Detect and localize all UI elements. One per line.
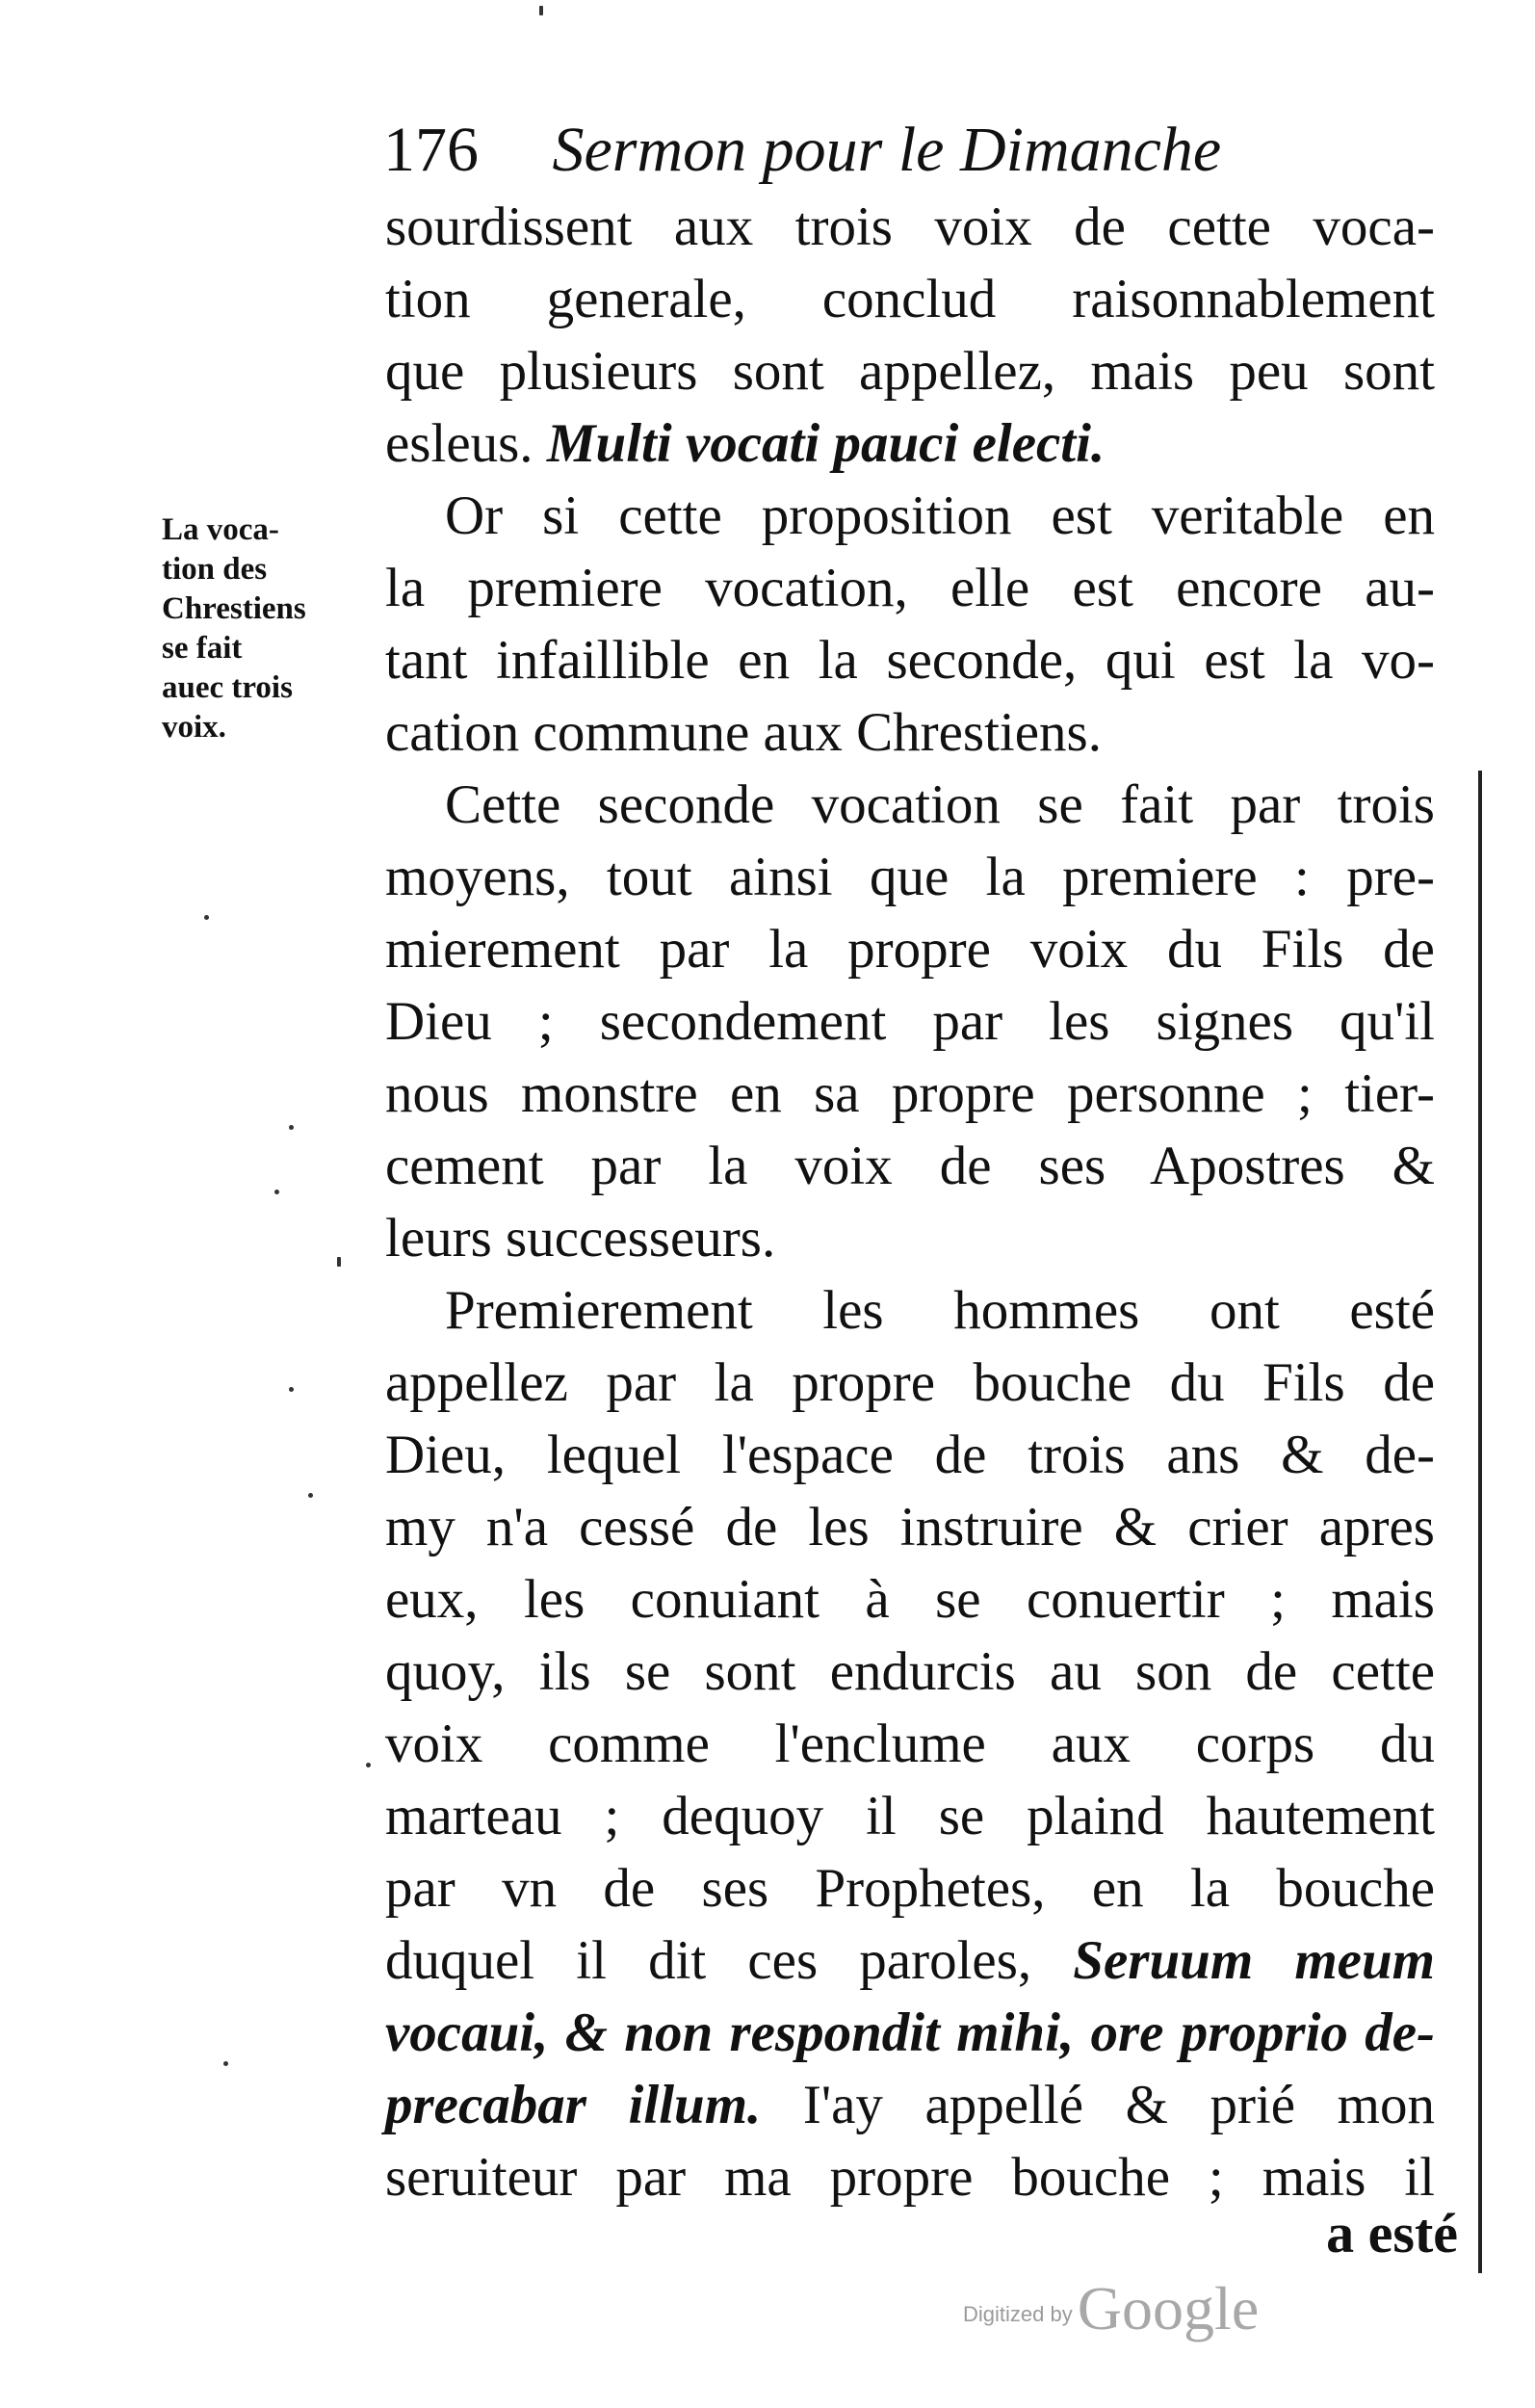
line-text: voix comme l'enclume aux corps du — [385, 1714, 1435, 1774]
line-text: la premiere vocation, elle est encore au- — [385, 558, 1435, 618]
ink-speck — [289, 1387, 294, 1392]
line-text: Dieu ; secondement par les signes qu'il — [385, 991, 1435, 1052]
line-text: esleus. — [385, 413, 547, 474]
marginal-note-line: tion des — [162, 552, 268, 587]
line-text: cation commune aux Chrestiens. — [385, 702, 1102, 763]
line-text: mierement par la propre voix du Fils de — [385, 919, 1435, 980]
text-line — [385, 335, 1435, 407]
line-text: cement par la voix de ses Apostres & — [385, 1136, 1435, 1196]
text-line — [385, 191, 1435, 263]
marginal-note-line: La voca- — [162, 512, 279, 547]
ink-speck — [337, 1257, 341, 1267]
page-number: 176 — [383, 115, 479, 185]
text-line — [385, 1780, 1435, 1852]
line-text: Dieu, lequel l'espace de trois ans & de- — [385, 1425, 1435, 1485]
ink-speck — [539, 6, 543, 15]
latin-quote: Multi vocati pauci electi. — [546, 413, 1106, 474]
line-text: marteau ; dequoy il se plaind hautement — [385, 1786, 1435, 1846]
text-line — [385, 1636, 1435, 1708]
text-line — [385, 1058, 1435, 1130]
ink-speck — [366, 1763, 371, 1767]
marginal-note — [162, 510, 374, 747]
text-line — [385, 2141, 1435, 2213]
ink-speck — [289, 1125, 294, 1130]
line-text: tant infaillible en la seconde, qui est la vo- — [385, 630, 1435, 691]
latin-quote: Seruum meum — [1073, 1930, 1435, 1991]
line-text: leurs successeurs. — [385, 1208, 776, 1269]
text-line — [385, 1202, 1435, 1274]
digitized-watermark — [963, 2273, 1259, 2344]
text-line — [385, 1997, 1435, 2069]
text-line — [385, 1274, 1435, 1347]
line-text: I'ay appellé & prié mon — [761, 2075, 1435, 2135]
text-line — [385, 1708, 1435, 1780]
line-text: quoy, ils se sont endurcis au son de cette — [385, 1641, 1435, 1702]
line-text: my n'a cessé de les instruire & crier apres — [385, 1497, 1435, 1557]
text-line — [385, 263, 1435, 335]
marginal-note-line: se fait — [162, 631, 243, 666]
text-line — [385, 769, 1435, 841]
marginal-note-line: voix. — [162, 710, 226, 745]
line-text: tion generale, conclud raisonnablement — [385, 269, 1435, 329]
text-line — [385, 1852, 1435, 1924]
line-text: duquel il dit ces paroles, — [385, 1930, 1074, 1991]
line-text: par vn de ses Prophetes, en la bouche — [385, 1858, 1435, 1919]
body-text — [385, 191, 1435, 2213]
marginal-note-line: auec trois — [162, 670, 293, 705]
line-text: appellez par la propre bouche du Fils de — [385, 1352, 1435, 1413]
text-line — [385, 1491, 1435, 1563]
text-line — [385, 480, 1435, 552]
google-logo: Google — [1077, 2274, 1260, 2343]
text-line — [385, 913, 1435, 985]
text-line — [385, 1347, 1435, 1419]
line-text: Or si cette proposition est veritable en — [445, 485, 1435, 546]
text-line — [385, 985, 1435, 1058]
line-text: Cette seconde vocation se fait par trois — [445, 774, 1435, 835]
text-line — [385, 1419, 1435, 1491]
ink-speck — [223, 2061, 228, 2066]
text-line — [385, 841, 1435, 913]
page-edge-shadow — [1478, 771, 1482, 2273]
ink-speck — [204, 915, 209, 920]
text-line — [385, 552, 1435, 624]
latin-quote: vocaui, & non respondit mihi, ore proprio de- — [385, 2002, 1435, 2063]
text-line — [385, 2069, 1435, 2141]
text-line — [385, 624, 1435, 696]
watermark-prefix: Digitized by — [963, 2302, 1073, 2326]
line-text: que plusieurs sont appellez, mais peu sont — [385, 341, 1435, 402]
line-text: eux, les conuiant à se conuertir ; mais — [385, 1569, 1435, 1630]
line-text: Premierement les hommes ont esté — [445, 1280, 1435, 1341]
latin-quote: precabar illum. — [385, 2075, 762, 2135]
text-line — [385, 1924, 1435, 1997]
line-text: nous monstre en sa propre personne ; tier- — [385, 1063, 1435, 1124]
text-line — [385, 696, 1435, 769]
catchword: a esté — [1326, 2202, 1458, 2264]
text-line — [385, 1563, 1435, 1636]
ink-speck — [274, 1190, 279, 1194]
marginal-note-line: Chrestiens — [162, 591, 306, 626]
line-text: sourdissent aux trois voix de cette voca- — [385, 196, 1435, 257]
line-text: seruiteur par ma propre bouche ; mais il — [385, 2147, 1435, 2208]
line-text: moyens, tout ainsi que la premiere : pre- — [385, 847, 1435, 907]
text-line — [385, 407, 1435, 480]
text-line — [385, 1130, 1435, 1202]
running-title: Sermon pour le Dimanche — [552, 115, 1222, 185]
ink-speck — [308, 1493, 313, 1498]
